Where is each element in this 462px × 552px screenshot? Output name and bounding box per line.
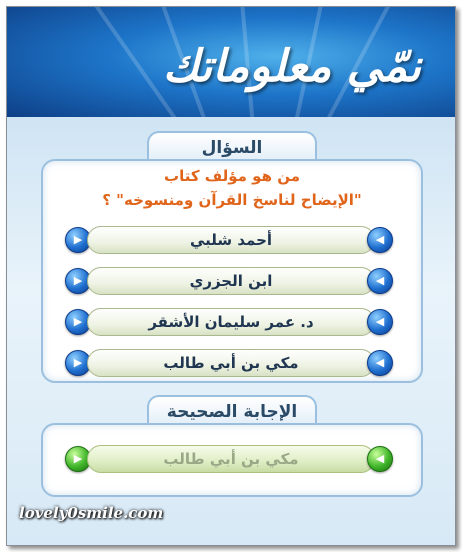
header-banner [7, 7, 455, 117]
play-left-icon[interactable]: ◀ [367, 268, 393, 294]
correct-answer: مكي بن أبي طالب [87, 445, 375, 473]
play-left-icon: ◀ [367, 446, 393, 472]
question-text-line1: من هو مؤلف كتاب [164, 167, 300, 185]
option-button[interactable]: ابن الجزري [87, 267, 375, 295]
play-left-icon[interactable]: ◀ [367, 227, 393, 253]
play-right-icon[interactable]: ▶ [65, 350, 91, 376]
question-text-line2: "الإيضاح لناسخ القرآن ومنسوخه" ؟ [102, 191, 362, 209]
option-button[interactable]: مكي بن أبي طالب [87, 349, 375, 377]
app-logo: نمّي معلوماتك [162, 41, 422, 92]
play-left-icon[interactable]: ◀ [367, 309, 393, 335]
site-watermark: lovely0smile.com [19, 504, 164, 522]
play-left-icon[interactable]: ◀ [367, 350, 393, 376]
answer-tab: الإجابة الصحيحة [147, 395, 317, 425]
option-button[interactable]: د. عمر سليمان الأشقر [87, 308, 375, 336]
content-area [7, 117, 455, 545]
play-right-icon: ▶ [65, 446, 91, 472]
play-right-icon[interactable]: ▶ [65, 268, 91, 294]
play-right-icon[interactable]: ▶ [65, 227, 91, 253]
question-tab: السؤال [147, 131, 317, 161]
app-frame [6, 6, 456, 546]
option-button[interactable]: أحمد شلبي [87, 226, 375, 254]
play-right-icon[interactable]: ▶ [65, 309, 91, 335]
